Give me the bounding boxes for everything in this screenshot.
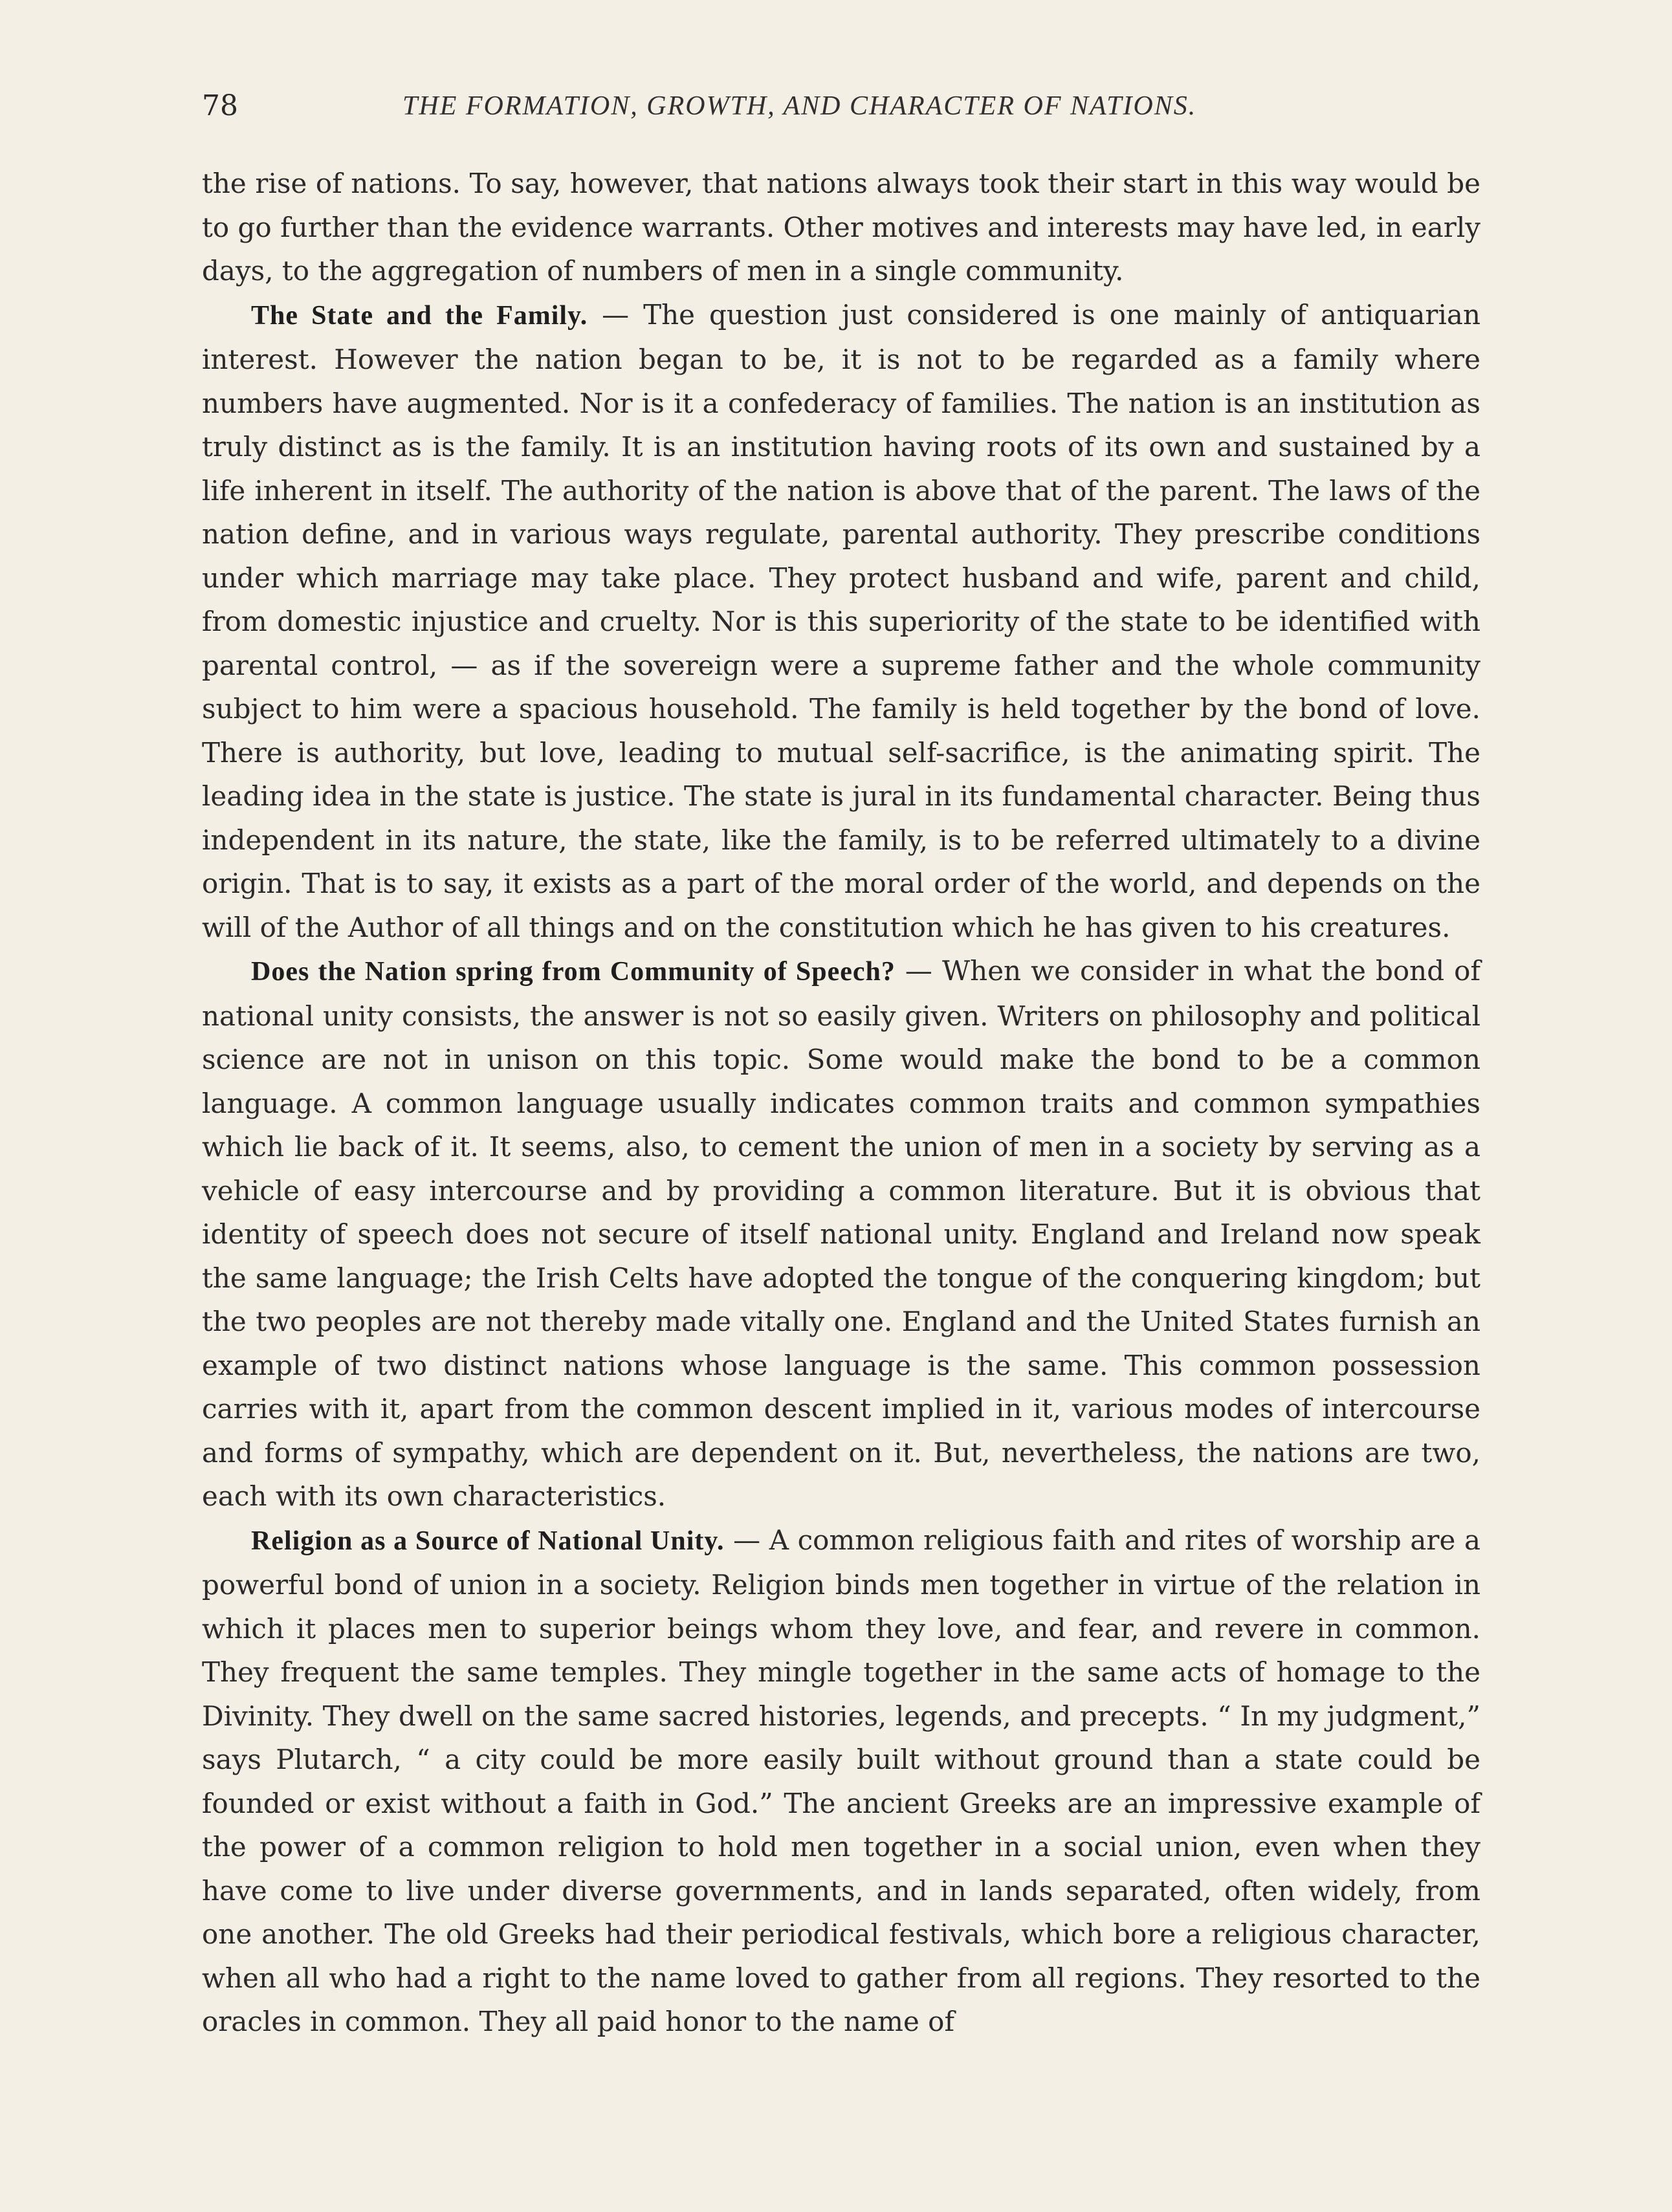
body-text — [202, 162, 1480, 2044]
paragraph-text: — The question just considered is one mainly of antiquarian interest. However the nation began to be, it is not to be regarded as a family where numbers have augmented. Nor is it a confederacy of families. The nation is an institution as truly distinct as is the family. It is an institution having roots of its own and sustained by a life inherent in itself. The authority of the nation is above that of the parent. The laws of the nation define, and in various ways regulate, parental authority. They prescribe conditions under which marriage may take place. They protect husband and wife, parent and child, from domestic injustice and cruelty. Nor is this superiority of the state to be identified with parental control, — as if the sovereign were a supreme father and the whole community subject to him were a spacious household. The family is held together by the bond of love. There is authority, but love, leading to mutual self-sacrifice, is the animating spirit. The leading idea in the state is justice. The state is jural in its fundamental character. Being thus independent in its nature, the state, like the family, is to be referred ultimately to a divine origin. That is to say, it exists as a part of the moral order of the world, and depends on the will of the Author of all things and on the constitution which he has given to his creatures. — [202, 298, 1480, 943]
paragraph-continuation — [202, 162, 1480, 293]
page-number: 78 — [202, 89, 238, 122]
paragraph-text: — When we consider in what the bond of national unity consists, the answer is not so easily given. Writers on philosophy and political science are not in unison on this topic. Some would make the bond to be a common language. A common language usually indicates common traits and common sympathies which lie back of it. It seems, also, to cement the union of men in a society by serving as a vehicle of easy intercourse and by providing a common literature. But it is obvious that identity of speech does not secure of itself national unity. England and Ireland now speak the same language; the Irish Celts have adopted the tongue of the conquering kingdom; but the two peoples are not thereby made vitally one. England and the United States furnish an example of two distinct nations whose language is the same. This common possession carries with it, apart from the common descent implied in it, various modes of intercourse and forms of sympathy, which are dependent on it. But, nevertheless, the nations are two, each with its own characteristics. — [202, 955, 1480, 1512]
paragraph-religion — [202, 1518, 1480, 2044]
paragraph-text: — A common religious faith and rites of worship are a powerful bond of union in a society. Religion binds men together in virtue of the relation in which it places men to superior beings whom they love, and fear, and revere in common. They frequent the same temples. They mingle together in the same acts of homage to the Divinity. They dwell on the same sacred histories, legends, and precepts. “ In my judgment,” says Plutarch, “ a city could be more easily built without ground than a state could be founded or exist without a faith in God.” The ancient Greeks are an impressive example of the power of a common religion to hold men together in a social union, even when they have come to live under diverse governments, and in lands separated, often widely, from one another. The old Greeks had their periodical festivals, which bore a religious character, when all who had a right to the name loved to gather from all regions. They resorted to the oracles in common. They all paid honor to the name of — [202, 1524, 1480, 2037]
section-heading: The State and the Family. — [251, 300, 588, 331]
paragraph-state-and-family — [202, 293, 1480, 950]
section-heading: Does the Nation spring from Community of Speech? — [251, 957, 896, 987]
paragraph-text: the rise of nations. To say, however, that nations always took their start in this way would be to go further than the evidence warrants. Other motives and interests may have led, in early days, to the aggregation of numbers of men in a single community. — [202, 168, 1480, 287]
paragraph-community-of-speech — [202, 949, 1480, 1518]
section-heading: Religion as a Source of National Unity. — [251, 1526, 725, 1556]
page-header — [202, 89, 1478, 135]
running-title: THE FORMATION, GROWTH, AND CHARACTER OF NATIONS. — [402, 91, 1197, 121]
